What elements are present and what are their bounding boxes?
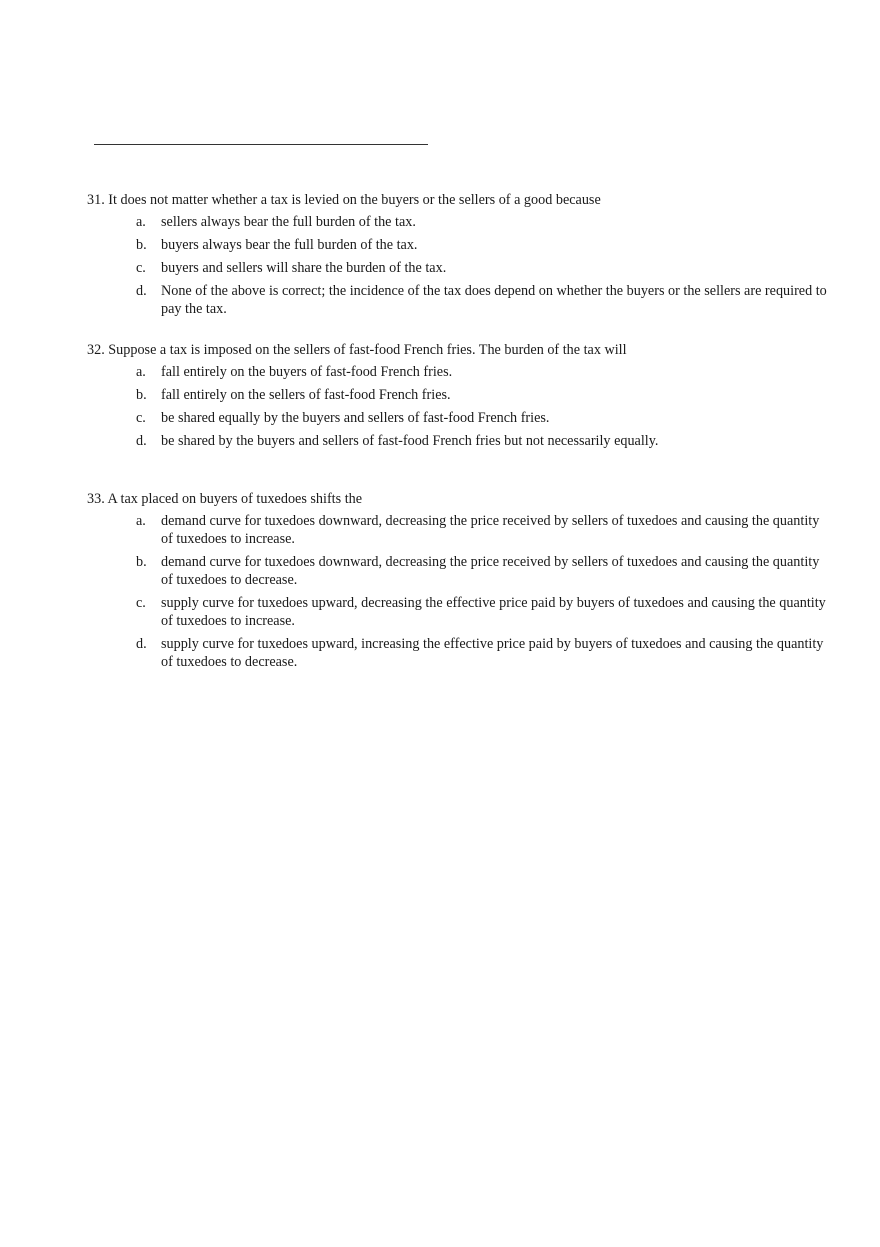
answer-option — [87, 282, 832, 318]
option-text: fall entirely on the sellers of fast-food French fries. — [161, 387, 451, 403]
answer-option — [87, 594, 832, 630]
option-letter: c. — [136, 260, 146, 276]
option-letter: c. — [136, 595, 146, 611]
answer-options — [87, 512, 832, 671]
option-text: None of the above is correct; the incidence of the tax does depend on whether the buyers or the sellers are required to pay the tax. — [161, 283, 827, 317]
answer-option — [87, 259, 832, 277]
option-letter: a. — [136, 214, 146, 230]
option-letter: d. — [136, 636, 147, 652]
option-text: buyers and sellers will share the burden of the tax. — [161, 260, 447, 276]
question-31 — [87, 191, 832, 323]
option-letter: d. — [136, 433, 147, 449]
option-text: buyers always bear the full burden of the tax. — [161, 237, 418, 253]
question-number: 31. — [87, 192, 105, 208]
option-text: fall entirely on the buyers of fast-food French fries. — [161, 364, 453, 380]
question-stem — [87, 490, 832, 508]
answer-option — [87, 363, 832, 381]
option-letter: a. — [136, 364, 146, 380]
name-line-rule — [94, 144, 428, 145]
option-letter: a. — [136, 513, 146, 529]
option-text: supply curve for tuxedoes upward, decreasing the effective price paid by buyers of tuxedoes and causing the quantity of tuxedoes to increase. — [161, 595, 826, 629]
option-letter: c. — [136, 410, 146, 426]
answer-option — [87, 409, 832, 427]
question-stem — [87, 341, 832, 359]
answer-option — [87, 432, 832, 450]
answer-option — [87, 635, 832, 671]
question-33 — [87, 490, 832, 676]
option-letter: b. — [136, 237, 147, 253]
answer-option — [87, 512, 832, 548]
option-text: demand curve for tuxedoes downward, decreasing the price received by sellers of tuxedoes and causing the quantity of tuxedoes to increase. — [161, 513, 820, 547]
option-text: sellers always bear the full burden of the tax. — [161, 214, 416, 230]
question-text: Suppose a tax is imposed on the sellers of fast-food French fries. The burden of the tax will — [108, 342, 627, 358]
answer-option — [87, 236, 832, 254]
question-text: A tax placed on buyers of tuxedoes shifts the — [107, 491, 363, 507]
option-text: be shared equally by the buyers and sellers of fast-food French fries. — [161, 410, 550, 426]
answer-options — [87, 213, 832, 318]
question-number: 33. — [87, 491, 105, 507]
option-letter: b. — [136, 387, 147, 403]
question-32 — [87, 341, 832, 455]
question-text: It does not matter whether a tax is levied on the buyers or the sellers of a good because — [108, 192, 601, 208]
answer-option — [87, 213, 832, 231]
option-letter: b. — [136, 554, 147, 570]
question-number: 32. — [87, 342, 105, 358]
option-text: demand curve for tuxedoes downward, decreasing the price received by sellers of tuxedoes and causing the quantity of tuxedoes to decrease. — [161, 554, 820, 588]
answer-option — [87, 553, 832, 589]
option-letter: d. — [136, 283, 147, 299]
option-text: be shared by the buyers and sellers of fast-food French fries but not necessarily equally. — [161, 433, 659, 449]
answer-options — [87, 363, 832, 450]
question-stem — [87, 191, 832, 209]
option-text: supply curve for tuxedoes upward, increasing the effective price paid by buyers of tuxedoes and causing the quantity of tuxedoes to decrease. — [161, 636, 824, 670]
answer-option — [87, 386, 832, 404]
